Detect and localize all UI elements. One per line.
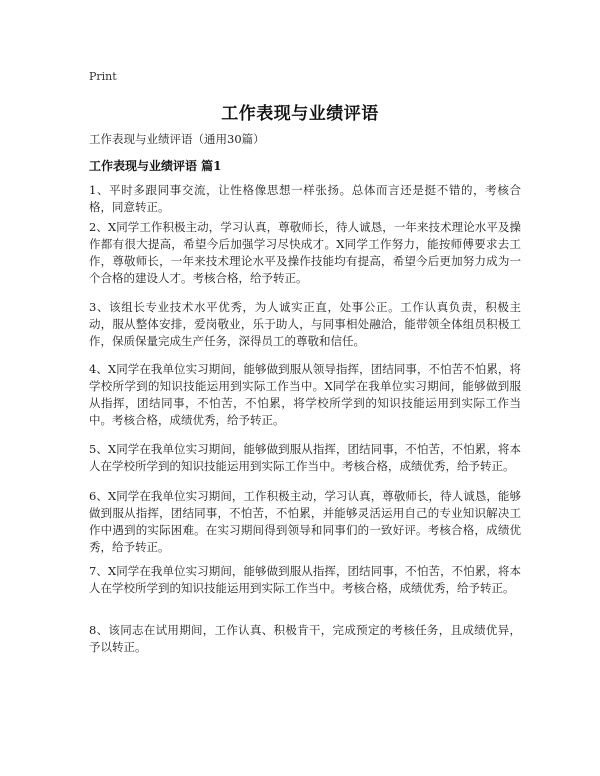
paragraph-6: 6、X同学在我单位实习期间，工作积极主动，学习认真，尊敬师长，待人诚恳，能够做到服从指挥，团结同事，不怕苦，不怕累，并能够灵活运用自己的专业知识解决工作中遇到的实际困难。在实习期间得到领导和同事们的一致好评。考核合格，成绩优秀，给予转正。: [89, 489, 521, 554]
page-title: 工作表现与业绩评语: [221, 104, 379, 124]
document-subtitle: 工作表现与业绩评语（通用30篇）: [89, 132, 265, 146]
paragraph-7: 7、X同学在我单位实习期间，能够做到服从指挥，团结同事，不怕苦，不怕累，将本人在学校所学到的知识技能运用到实际工作当中。考核合格，成绩优秀，给予转正。: [89, 564, 521, 595]
print-label: Print: [89, 70, 117, 83]
paragraph-2: 2、X同学工作积极主动，学习认真，尊敬师长，待人诚恳，一年来技术理论水平及操作都有很大提高，希望今后加强学习尽快成才。X同学工作努力，能按师傅要求去工作，尊敬师长，一年来技术理论水平及操作技能均有提高，希望今后更加努力成为一个合格的建设人才。考核合格，给予转正。: [89, 220, 521, 285]
section-heading: 工作表现与业绩评语 篇1: [89, 159, 222, 173]
paragraph-8: 8、该同志在试用期间，工作认真、积极肯干，完成预定的考核任务，且成绩优异，予以转正。: [89, 623, 521, 654]
paragraph-5: 5、X同学在我单位实习期间，能够做到服从指挥，团结同事，不怕苦，不怕累，将本人在学校所学到的知识技能运用到实际工作当中。考核合格，成绩优秀，给予转正。: [89, 442, 521, 473]
paragraph-1: 1、平时多跟同事交流，让性格像思想一样张扬。总体而言还是挺不错的，考核合格，同意转正。: [89, 183, 521, 214]
paragraph-4: 4、X同学在我单位实习期间，能够做到服从领导指挥，团结同事，不怕苦不怕累，将学校所学到的知识技能运用到实际工作当中。X同学在我单位实习期间，能够做到服从指挥，团结同事，不怕苦，不怕累，将学校所学到的知识技能运用到实际工作当中。考核合格，成绩优秀，给予转正。: [89, 362, 521, 427]
paragraph-3: 3、该组长专业技术水平优秀，为人诚实正直，处事公正。工作认真负责，积极主动，服从整体安排，爱岗敬业，乐于助人，与同事相处融洽，能带领全体组员积极工作，保质保量完成生产任务，深得员工的尊敬和信任。: [89, 300, 521, 348]
